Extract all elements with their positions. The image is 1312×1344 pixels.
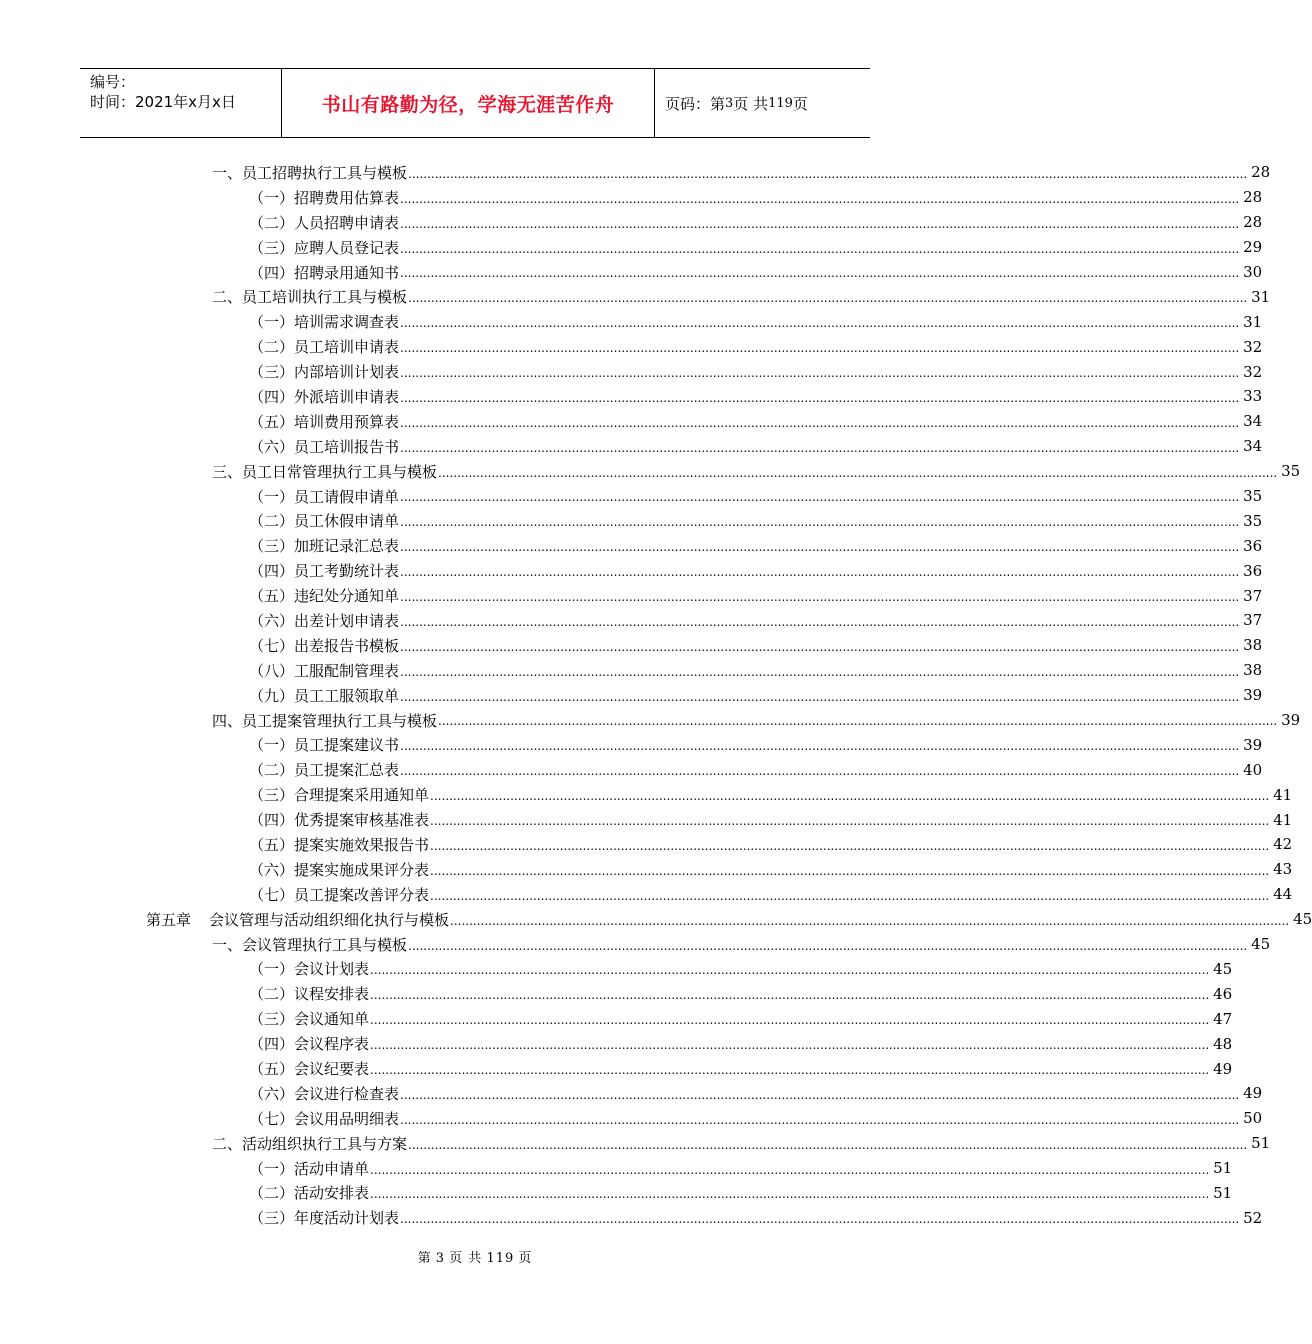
- toc-entry-text: （五）培训费用预算表: [249, 412, 400, 431]
- toc-entry-text: （六）员工培训报告书: [249, 437, 400, 456]
- toc-page-number: 50: [1243, 1109, 1263, 1128]
- dot-leader: ............................................................................................................................................................................................................................: [450, 913, 1290, 928]
- toc-page-number: 51: [1213, 1159, 1233, 1178]
- toc-entry[interactable]: [249, 732, 1263, 757]
- toc-entry-title: [249, 685, 399, 706]
- dot-leader: ............................................................................................................................................................................................................................: [370, 1013, 1210, 1028]
- toc-entry-text: （七）会议用品明细表: [249, 1109, 400, 1128]
- page-total: 119: [768, 95, 793, 111]
- page-label-pre: 页码：第: [665, 94, 726, 113]
- toc-entry-text: （五）会议纪要表: [249, 1060, 370, 1078]
- toc-page-number: 41: [1273, 785, 1293, 804]
- toc-entry-title: [249, 610, 399, 631]
- toc-entry-title: [249, 983, 369, 1004]
- toc-entry-title: [249, 809, 429, 830]
- toc-entry[interactable]: [249, 359, 1263, 384]
- toc-entry[interactable]: [249, 1031, 1233, 1056]
- toc-entry-title: [249, 1108, 399, 1129]
- dot-leader: ............................................................................................................................................................................................................................: [408, 291, 1248, 306]
- toc-page-number: 43: [1273, 860, 1293, 879]
- dot-leader: ............................................................................................................................................................................................................................: [438, 714, 1278, 729]
- toc-entry[interactable]: [249, 957, 1233, 982]
- toc-entry-text: （三）应聘人员登记表: [249, 238, 400, 257]
- page-header: [80, 68, 870, 138]
- dot-leader: ............................................................................................................................................................................................................................: [370, 988, 1210, 1003]
- toc-entry[interactable]: [249, 981, 1233, 1006]
- toc-entry-title: [249, 510, 399, 531]
- page-label-mid: 页 共: [733, 94, 769, 113]
- header-page-info: [655, 69, 870, 137]
- toc-entry-title: [249, 784, 429, 805]
- dot-leader: ............................................................................................................................................................................................................................: [408, 1137, 1248, 1152]
- toc-page-number: 51: [1213, 1183, 1233, 1202]
- dot-leader: ............................................................................................................................................................................................................................: [400, 241, 1240, 256]
- toc-entry-text: （二）员工提案汇总表: [249, 761, 400, 780]
- toc-entry-text: （七）出差报告书模板: [249, 636, 400, 655]
- toc-entry-title: [249, 311, 399, 332]
- toc-entry[interactable]: [249, 508, 1263, 533]
- dot-leader: ............................................................................................................................................................................................................................: [370, 963, 1210, 978]
- toc-entry-text: （七）员工提案改善评分表: [249, 885, 430, 904]
- dot-leader: ............................................................................................................................................................................................................................: [400, 415, 1240, 430]
- toc-entry-text: （六）出差计划申请表: [249, 611, 400, 630]
- dot-leader: ............................................................................................................................................................................................................................: [400, 216, 1240, 231]
- toc-entry-title: [249, 660, 399, 681]
- toc-page-number: 28: [1251, 163, 1271, 182]
- toc-entry-text: （二）员工培训申请表: [249, 338, 400, 357]
- toc-entry-title: [249, 734, 399, 755]
- page-footer: [0, 1247, 950, 1266]
- toc-entry[interactable]: [249, 1106, 1263, 1131]
- toc-entry-title: [212, 461, 437, 482]
- toc-entry-text: （一）员工请假申请单: [249, 487, 400, 506]
- toc-page-number: 35: [1243, 511, 1263, 530]
- toc-entry-text: 二、活动组织执行工具与方案: [212, 1134, 408, 1153]
- toc-entry-title: [249, 411, 399, 432]
- toc-page-number: 44: [1273, 885, 1293, 904]
- footer-pre: 第: [417, 1251, 432, 1266]
- toc-entry-title: [146, 909, 449, 930]
- toc-page-number: 49: [1213, 1059, 1233, 1078]
- toc-entry[interactable]: [249, 409, 1263, 434]
- toc-page-number: 52: [1243, 1208, 1263, 1227]
- toc-page-number: 38: [1243, 636, 1263, 655]
- toc-entry[interactable]: [249, 334, 1263, 359]
- toc-entry-title: [249, 1207, 399, 1228]
- dot-leader: ............................................................................................................................................................................................................................: [430, 789, 1270, 804]
- toc-entry-text: （一）活动申请单: [249, 1159, 370, 1178]
- toc-entry-title: [249, 585, 399, 606]
- table-of-contents: [0, 160, 1312, 1230]
- toc-entry[interactable]: [212, 459, 1301, 484]
- toc-entry-title: [249, 1083, 399, 1104]
- toc-entry-title: [249, 859, 429, 880]
- toc-chapter-entry[interactable]: [146, 907, 1312, 932]
- toc-entry[interactable]: [249, 309, 1263, 334]
- toc-page-number: 32: [1243, 337, 1263, 356]
- toc-entry[interactable]: [249, 583, 1263, 608]
- toc-entry-title: [249, 212, 399, 233]
- toc-entry[interactable]: [249, 185, 1263, 210]
- toc-entry[interactable]: [249, 210, 1263, 235]
- dot-leader: ............................................................................................................................................................................................................................: [370, 1162, 1210, 1177]
- toc-page-number: 28: [1243, 213, 1263, 232]
- toc-page-number: 28: [1243, 188, 1263, 207]
- header-motto: [282, 69, 655, 137]
- toc-entry-text: （四）会议程序表: [249, 1035, 370, 1054]
- dot-leader: ............................................................................................................................................................................................................................: [430, 838, 1270, 853]
- toc-entry[interactable]: [212, 708, 1301, 733]
- footer-post: 页: [518, 1251, 533, 1266]
- toc-entry-text: 一、会议管理执行工具与模板: [212, 935, 408, 954]
- toc-entry[interactable]: [212, 932, 1271, 957]
- toc-page-number: 32: [1243, 362, 1263, 381]
- toc-entry-text: 一、员工招聘执行工具与模板: [212, 163, 408, 182]
- toc-entry[interactable]: [249, 683, 1263, 708]
- toc-entry-title: [249, 237, 399, 258]
- dot-leader: ............................................................................................................................................................................................................................: [370, 1062, 1210, 1077]
- toc-entry-title: [249, 486, 399, 507]
- toc-entry[interactable]: [249, 882, 1293, 907]
- toc-entry-title: [249, 1058, 369, 1079]
- toc-page-number: 29: [1243, 238, 1263, 257]
- number-label: 编号：: [90, 73, 136, 91]
- toc-entry-text: （二）人员招聘申请表: [249, 213, 400, 232]
- toc-entry[interactable]: [249, 558, 1263, 583]
- dot-leader: ............................................................................................................................................................................................................................: [400, 565, 1240, 580]
- toc-entry-title: [249, 1182, 369, 1203]
- toc-page-number: 38: [1243, 661, 1263, 680]
- toc-entry-title: [249, 834, 429, 855]
- toc-entry-text: （一）员工提案建议书: [249, 736, 400, 755]
- toc-entry[interactable]: [212, 284, 1271, 309]
- toc-entry[interactable]: [249, 533, 1263, 558]
- toc-entry[interactable]: [249, 658, 1263, 683]
- toc-page-number: 31: [1243, 312, 1263, 331]
- footer-current: 3: [435, 1251, 446, 1266]
- dot-leader: ............................................................................................................................................................................................................................: [400, 739, 1240, 754]
- toc-entry-title: [249, 635, 399, 656]
- dot-leader: ............................................................................................................................................................................................................................: [430, 863, 1270, 878]
- dot-leader: ............................................................................................................................................................................................................................: [400, 440, 1240, 455]
- toc-entry-title: [212, 1133, 407, 1154]
- toc-entry[interactable]: [249, 857, 1293, 882]
- toc-entry[interactable]: [249, 1156, 1233, 1181]
- toc-entry-text: （一）会议计划表: [249, 960, 370, 979]
- toc-entry-title: [249, 560, 399, 581]
- toc-page-number: 47: [1213, 1009, 1233, 1028]
- toc-entry[interactable]: [249, 1205, 1263, 1230]
- toc-entry[interactable]: [249, 782, 1293, 807]
- toc-page-number: 30: [1243, 263, 1263, 281]
- toc-entry-title: [249, 336, 399, 357]
- dot-leader: ............................................................................................................................................................................................................................: [438, 465, 1278, 480]
- toc-entry-title: [249, 1033, 369, 1054]
- dot-leader: ............................................................................................................................................................................................................................: [400, 191, 1240, 206]
- toc-page-number: 42: [1273, 835, 1293, 854]
- toc-page-number: 46: [1213, 984, 1233, 1003]
- dot-leader: ............................................................................................................................................................................................................................: [400, 1212, 1240, 1227]
- toc-page-number: 48: [1213, 1034, 1233, 1053]
- toc-page-number: 39: [1243, 686, 1263, 705]
- toc-entry-text: （三）会议通知单: [249, 1010, 370, 1029]
- dot-leader: ............................................................................................................................................................................................................................: [400, 316, 1240, 331]
- chapter-number: 第五章: [146, 910, 192, 929]
- toc-entry-title: [249, 535, 399, 556]
- dot-leader: ............................................................................................................................................................................................................................: [430, 814, 1270, 829]
- toc-entry-text: （四）外派培训申请表: [249, 387, 400, 406]
- toc-entry-text: （二）活动安排表: [249, 1184, 370, 1203]
- toc-entry[interactable]: [212, 160, 1271, 185]
- toc-entry[interactable]: [249, 608, 1263, 633]
- toc-entry-text: （三）年度活动计划表: [249, 1209, 400, 1228]
- dot-leader: ............................................................................................................................................................................................................................: [400, 689, 1240, 704]
- toc-entry[interactable]: [212, 1131, 1271, 1156]
- dot-leader: ............................................................................................................................................................................................................................: [400, 390, 1240, 405]
- dot-leader: ............................................................................................................................................................................................................................: [400, 664, 1240, 679]
- toc-entry-text: （三）合理提案采用通知单: [249, 786, 430, 805]
- toc-entry[interactable]: [249, 1006, 1233, 1031]
- toc-entry-title: [249, 436, 399, 457]
- dot-leader: ............................................................................................................................................................................................................................: [400, 490, 1240, 505]
- toc-page-number: 45: [1293, 910, 1312, 929]
- dot-leader: ............................................................................................................................................................................................................................: [400, 1112, 1240, 1127]
- toc-page-number: 36: [1243, 561, 1263, 580]
- dot-leader: ............................................................................................................................................................................................................................: [400, 614, 1240, 629]
- toc-entry-title: [249, 1158, 369, 1179]
- toc-entry-title: [212, 710, 437, 731]
- toc-entry-title: [212, 934, 407, 955]
- toc-page-number: 31: [1251, 287, 1271, 306]
- toc-page-number: 35: [1243, 487, 1263, 506]
- dot-leader: ............................................................................................................................................................................................................................: [430, 888, 1270, 903]
- toc-entry[interactable]: [249, 832, 1293, 857]
- toc-entry-text: 会议管理与活动组织细化执行与模板: [209, 910, 450, 929]
- toc-page-number: 39: [1243, 735, 1263, 754]
- toc-entry-text: （一）培训需求调查表: [249, 313, 400, 332]
- toc-entry[interactable]: [249, 484, 1263, 509]
- dot-leader: ............................................................................................................................................................................................................................: [400, 1087, 1240, 1102]
- toc-page-number: 45: [1213, 959, 1233, 978]
- toc-entry[interactable]: [249, 633, 1263, 658]
- toc-entry-text: （二）员工休假申请单: [249, 512, 400, 531]
- toc-page-number: 51: [1251, 1134, 1271, 1153]
- toc-entry-title: [249, 884, 429, 905]
- toc-page-number: 33: [1243, 387, 1263, 406]
- toc-page-number: 34: [1243, 437, 1263, 456]
- toc-entry-text: （九）员工工服领取单: [249, 686, 400, 705]
- toc-page-number: 40: [1243, 760, 1263, 779]
- toc-page-number: 36: [1243, 536, 1263, 555]
- toc-entry-text: （一）招聘费用估算表: [249, 188, 400, 207]
- toc-page-number: 39: [1281, 711, 1301, 730]
- toc-entry[interactable]: [249, 434, 1263, 459]
- toc-page-number: 35: [1281, 462, 1301, 481]
- toc-entry[interactable]: [249, 1056, 1233, 1081]
- toc-entry-title: [249, 1008, 369, 1029]
- toc-entry-text: （三）加班记录汇总表: [249, 537, 400, 556]
- toc-page-number: 49: [1243, 1084, 1263, 1103]
- header-meta: [80, 69, 282, 137]
- toc-entry-title: [249, 958, 369, 979]
- dot-leader: ............................................................................................................................................................................................................................: [400, 266, 1240, 281]
- toc-entry-text: 二、员工培训执行工具与模板: [212, 288, 408, 307]
- toc-entry-text: （五）提案实施效果报告书: [249, 835, 430, 854]
- toc-entry[interactable]: [249, 260, 1263, 285]
- toc-entry[interactable]: [249, 1081, 1263, 1106]
- dot-leader: ............................................................................................................................................................................................................................: [400, 590, 1240, 605]
- toc-entry-text: （八）工服配制管理表: [249, 661, 400, 680]
- toc-page-number: 45: [1251, 935, 1271, 954]
- footer-total: 119: [486, 1251, 515, 1266]
- toc-entry-text: （六）会议进行检查表: [249, 1084, 400, 1103]
- page-label-post: 页: [792, 94, 808, 113]
- dot-leader: ............................................................................................................................................................................................................................: [408, 166, 1248, 181]
- dot-leader: ............................................................................................................................................................................................................................: [400, 366, 1240, 381]
- toc-entry-text: （四）优秀提案审核基准表: [249, 811, 430, 830]
- toc-entry[interactable]: [249, 757, 1263, 782]
- toc-entry-title: [249, 759, 399, 780]
- toc-entry-text: （三）内部培训计划表: [249, 363, 400, 382]
- toc-entry-title: [249, 361, 399, 382]
- page-current: 3: [725, 95, 734, 111]
- toc-entry-title: [212, 162, 407, 183]
- toc-entry-text: （二）议程安排表: [249, 985, 370, 1004]
- time-label: 时间：2021年x月x日: [90, 93, 236, 111]
- toc-entry-text: （四）员工考勤统计表: [249, 562, 400, 581]
- toc-entry[interactable]: [249, 807, 1293, 832]
- dot-leader: ............................................................................................................................................................................................................................: [400, 764, 1240, 779]
- dot-leader: ............................................................................................................................................................................................................................: [400, 515, 1240, 530]
- dot-leader: ............................................................................................................................................................................................................................: [408, 938, 1248, 953]
- dot-leader: ............................................................................................................................................................................................................................: [400, 540, 1240, 555]
- toc-page-number: 34: [1243, 412, 1263, 431]
- toc-entry-text: （四）招聘录用通知书: [249, 263, 400, 282]
- toc-entry-text: 四、员工提案管理执行工具与模板: [212, 711, 438, 730]
- toc-page-number: 37: [1243, 611, 1263, 630]
- toc-entry[interactable]: [249, 1181, 1233, 1206]
- toc-entry-text: （五）违纪处分通知单: [249, 587, 400, 606]
- toc-entry-title: [249, 386, 399, 407]
- dot-leader: ............................................................................................................................................................................................................................: [400, 341, 1240, 356]
- toc-entry-title: [212, 286, 407, 307]
- dot-leader: ............................................................................................................................................................................................................................: [370, 1187, 1210, 1202]
- toc-entry-text: 三、员工日常管理执行工具与模板: [212, 462, 438, 481]
- dot-leader: ............................................................................................................................................................................................................................: [370, 1038, 1210, 1053]
- toc-page-number: 37: [1243, 586, 1263, 605]
- dot-leader: ............................................................................................................................................................................................................................: [400, 639, 1240, 654]
- toc-page-number: 41: [1273, 810, 1293, 829]
- toc-entry[interactable]: [249, 384, 1263, 409]
- toc-entry-title: [249, 262, 399, 283]
- toc-entry-title: [249, 187, 399, 208]
- toc-entry-text: （六）提案实施成果评分表: [249, 860, 430, 879]
- motto-text: 书山有路勤为径，学海无涯苦作舟: [321, 93, 615, 116]
- toc-entry[interactable]: [249, 235, 1263, 260]
- footer-mid: 页 共: [449, 1251, 483, 1266]
